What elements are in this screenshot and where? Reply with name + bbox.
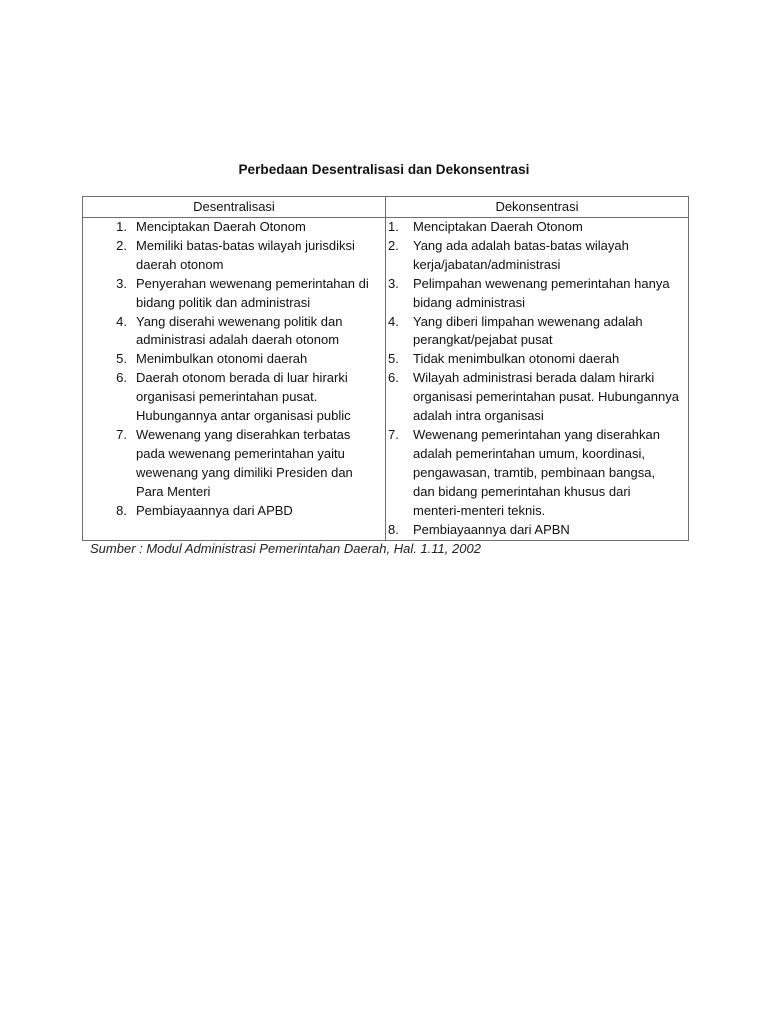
- list-item: [111, 350, 385, 369]
- list-item: [388, 521, 688, 540]
- desentralisasi-list: [83, 218, 385, 522]
- list-item: [111, 237, 385, 275]
- list-item-number: 2.: [388, 237, 399, 253]
- list-item: [388, 350, 688, 369]
- list-item: [111, 502, 385, 521]
- list-item-number: 5.: [116, 351, 127, 367]
- list-item-number: 6.: [388, 370, 399, 386]
- table-header-row: [83, 197, 689, 218]
- list-item-text: Yang diberi limpahan wewenang adalah perangkat/pejabat pusat: [413, 313, 643, 348]
- dekonsentrasi-list: [386, 218, 688, 540]
- list-item-number: 7.: [116, 426, 127, 442]
- list-item-number: 3.: [388, 275, 399, 291]
- list-item-number: 4.: [388, 313, 399, 329]
- list-item-number: 6.: [116, 370, 127, 386]
- list-item: [388, 237, 688, 275]
- list-item-text: Wilayah administrasi berada dalam hirarki organisasi pemerintahan pusat. Hubungannya adalah intra organisasi: [413, 370, 679, 424]
- list-item: [388, 275, 688, 313]
- column-header-desentralisasi: Desentralisasi: [83, 197, 386, 218]
- list-item-text: Wewenang yang diserahkan terbatas pada wewenang pemerintahan yaitu wewenang yang dimiliki Presiden dan Para Menteri: [136, 426, 353, 499]
- list-item-number: 1.: [388, 219, 399, 234]
- list-item-text: Menciptakan Daerah Otonom: [136, 219, 306, 234]
- list-item: [111, 313, 385, 351]
- list-item: [111, 218, 385, 237]
- source-citation: Sumber : Modul Administrasi Pemerintahan Daerah, Hal. 1.11, 2002: [90, 541, 481, 556]
- list-item-text: Menimbulkan otonomi daerah: [136, 351, 308, 367]
- list-item-number: 8.: [116, 502, 127, 518]
- list-item-text: Yang ada adalah batas-batas wilayah kerja/jabatan/administrasi: [413, 237, 629, 272]
- list-item-text: Penyerahan wewenang pemerintahan di bidang politik dan administrasi: [136, 275, 369, 310]
- list-item-number: 2.: [116, 237, 127, 253]
- list-item-text: Yang diserahi wewenang politik dan administrasi adalah daerah otonom: [136, 313, 343, 348]
- column-header-dekonsentrasi: Dekonsentrasi: [386, 197, 689, 218]
- list-item-text: Daerah otonom berada di luar hirarki organisasi pemerintahan pusat. Hubungannya antar organisasi public: [136, 370, 351, 424]
- list-item-text: Tidak menimbulkan otonomi daerah: [413, 351, 620, 367]
- list-item: [111, 426, 385, 502]
- list-item: [388, 218, 688, 237]
- list-item: [388, 369, 688, 426]
- list-item-text: Memiliki batas-batas wilayah jurisdiksi daerah otonom: [136, 237, 355, 272]
- document-title: Perbedaan Desentralisasi dan Dekonsentrasi: [238, 162, 530, 177]
- list-item-number: 5.: [388, 351, 399, 367]
- list-item-number: 1.: [116, 219, 127, 234]
- list-item-text: Pembiayaannya dari APBN: [413, 521, 570, 537]
- list-item: [388, 313, 688, 351]
- desentralisasi-cell: [83, 218, 386, 541]
- dekonsentrasi-cell: [386, 218, 689, 541]
- list-item: [111, 369, 385, 426]
- comparison-table: [82, 196, 689, 541]
- list-item: [111, 275, 385, 313]
- list-item-text: Wewenang pemerintahan yang diserahkan adalah pemerintahan umum, koordinasi, pengawasan, tramtib, pembinaan bangsa, dan bidang pemerintahan khusus dari menteri-menteri teknis.: [413, 426, 660, 518]
- list-item-text: Menciptakan Daerah Otonom: [413, 219, 583, 234]
- list-item-number: 3.: [116, 275, 127, 291]
- list-item-number: 4.: [116, 313, 127, 329]
- list-item-number: 8.: [388, 521, 399, 537]
- list-item: [388, 426, 688, 521]
- list-item-text: Pelimpahan wewenang pemerintahan hanya bidang administrasi: [413, 275, 670, 310]
- table-body-row: [83, 218, 689, 541]
- list-item-text: Pembiayaannya dari APBD: [136, 502, 293, 518]
- list-item-number: 7.: [388, 426, 399, 442]
